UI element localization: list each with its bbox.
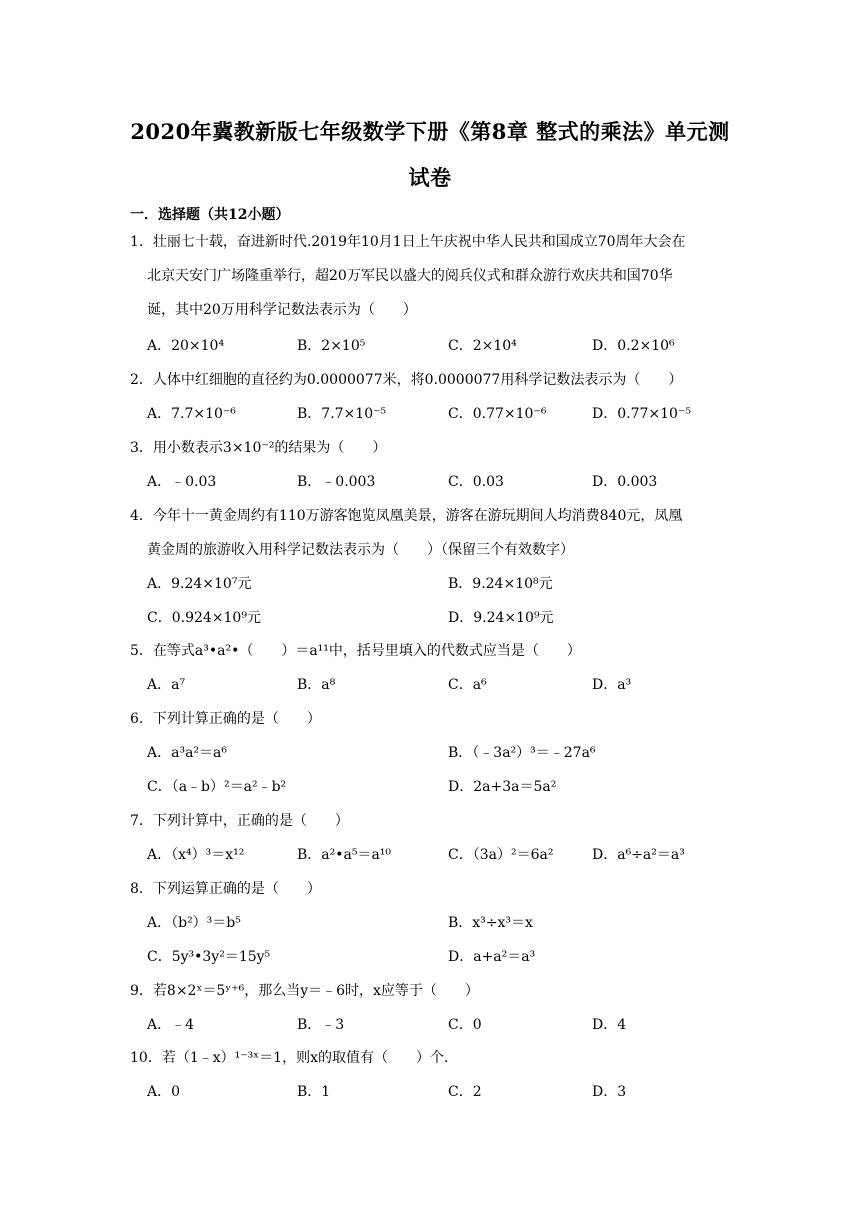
question-3-line-1: 3．用小数表示3×10⁻²的结果为（ ） [130, 440, 387, 456]
question-4-line-1: 4．今年十一黄金周约有110万游客饱览凤凰美景，游客在游玩期间人均消费840元，凤凰 [130, 508, 683, 524]
question-7-option-c: C．（3a）²＝6a² [448, 847, 554, 863]
question-6-option-c: C．（a﹣b）²＝a²﹣b² [147, 779, 287, 795]
question-3-option-a: A．﹣0.03 [147, 474, 217, 490]
question-7-option-b: B．a²•a⁵＝a¹⁰ [297, 847, 392, 863]
question-1-option-d: D．0.2×10⁶ [592, 338, 675, 354]
question-2-option-d: D．0.77×10⁻⁵ [592, 406, 691, 422]
question-10-option-a: A．0 [147, 1084, 181, 1100]
question-5-option-a: A．a⁷ [147, 677, 186, 693]
question-1-line-2: 北京天安门广场隆重举行，超20万军民以盛大的阅兵仪式和群众游行欢庆共和国70华 [147, 268, 673, 284]
question-3-option-d: D．0.003 [592, 474, 658, 490]
question-4-option-c: C．0.924×10⁹元 [147, 610, 261, 626]
question-4-line-2: 黄金周的旅游收入用科学记数法表示为（ ）（保留三个有效数字） [147, 542, 574, 558]
question-8-option-b: B．x³÷x³＝x [448, 915, 533, 931]
question-7-option-d: D．a⁶÷a²＝a³ [592, 847, 685, 863]
question-4-option-b: B．9.24×10⁸元 [448, 576, 553, 592]
question-4-option-a: A．9.24×10⁷元 [147, 576, 252, 592]
question-8-option-c: C．5y³•3y²＝15y⁵ [147, 949, 271, 965]
question-1-option-c: C．2×10⁴ [448, 338, 517, 354]
question-3-option-b: B．﹣0.003 [297, 474, 376, 490]
question-9-option-d: D．4 [592, 1017, 627, 1033]
question-1-line-1: 1．壮丽七十载，奋进新时代.2019年10月1日上午庆祝中华人民共和国成立70周年大会在 [130, 234, 686, 250]
question-3-option-c: C．0.03 [448, 474, 504, 490]
question-2-option-b: B．7.7×10⁻⁵ [297, 406, 387, 422]
question-5-option-b: B．a⁸ [297, 677, 336, 693]
document-title-line1: 2020年冀教新版七年级数学下册《第8章 整式的乘法》单元测 [130, 119, 730, 144]
question-10-option-c: C．2 [448, 1084, 482, 1100]
question-10-line-1: 10．若（1﹣x）¹⁻³ˣ＝1，则x的取值有（ ）个． [130, 1050, 458, 1066]
question-10-option-b: B．1 [297, 1084, 331, 1100]
question-6-option-d: D．2a+3a＝5a² [448, 779, 557, 795]
question-4-option-d: D．9.24×10⁹元 [448, 610, 554, 626]
question-8-option-d: D．a+a²＝a³ [448, 949, 536, 965]
question-9-option-b: B．﹣3 [297, 1017, 345, 1033]
question-2-line-1: 2．人体中红细胞的直径约为0.0000077米，将0.0000077用科学记数法表示为（ ） [130, 372, 683, 388]
question-6-line-1: 6．下列计算正确的是（ ） [130, 711, 321, 727]
question-8-line-1: 8．下列运算正确的是（ ） [130, 881, 321, 897]
question-1-option-a: A．20×10⁴ [147, 338, 225, 354]
question-5-option-d: D．a³ [592, 677, 632, 693]
document-title-line2: 试卷 [408, 165, 452, 190]
question-5-line-1: 5．在等式a³•a²•（ ）＝a¹¹中，括号里填入的代数式应当是（ ） [130, 643, 581, 659]
question-8-option-a: A．（b²）³＝b⁵ [147, 915, 241, 931]
question-9-option-a: A．﹣4 [147, 1017, 195, 1033]
question-1-line-3: 诞，其中20万用科学记数法表示为（ ） [147, 302, 417, 318]
question-7-option-a: A．（x⁴）³＝x¹² [147, 847, 245, 863]
question-9-option-c: C．0 [448, 1017, 482, 1033]
question-2-option-c: C．0.77×10⁻⁶ [448, 406, 547, 422]
section-heading: 一．选择题（共12小题） [130, 207, 290, 223]
question-6-option-b: B．（﹣3a²）³＝﹣27a⁶ [448, 745, 596, 761]
question-9-line-1: 9．若8×2ˣ＝5ʸ⁺⁶，那么当y＝﹣6时，x应等于（ ） [130, 983, 479, 999]
question-5-option-c: C．a⁶ [448, 677, 487, 693]
question-1-option-b: B．2×10⁵ [297, 338, 366, 354]
question-7-line-1: 7．下列计算中，正确的是（ ） [130, 813, 349, 829]
question-6-option-a: A．a³a²＝a⁶ [147, 745, 227, 761]
question-2-option-a: A．7.7×10⁻⁶ [147, 406, 236, 422]
question-10-option-d: D．3 [592, 1084, 627, 1100]
